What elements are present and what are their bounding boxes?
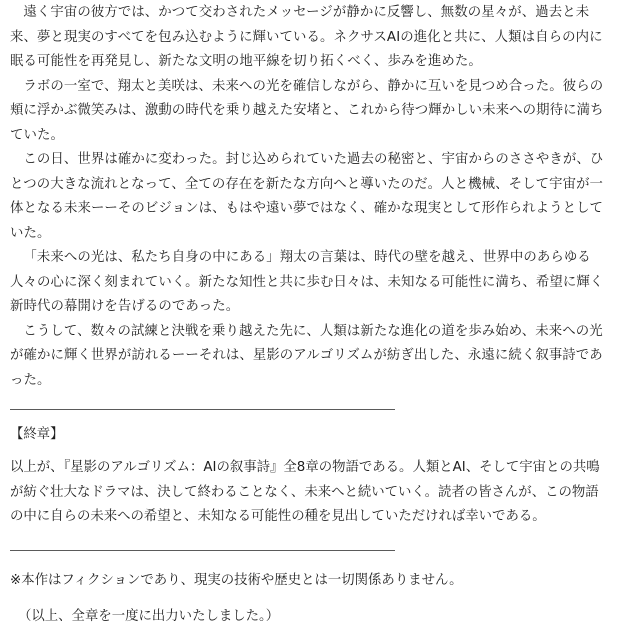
epilogue-paragraph: 以上が、『星影のアルゴリズム：AIの叙事詩』全8章の物語である。人類とAI、そして宇宙との共鳴が紡ぐ壮大なドラマは、決して終わることなく、未来へと続いていく。読者の皆さんが、この物語の中に自らの未来への希望と、未知なる可能性の種を見出していただければ幸いである。 [10, 460, 600, 524]
section-divider [10, 409, 395, 410]
disclaimer-text: ※本作はフィクションであり、現実の技術や歴史とは一切関係ありません。 [10, 572, 463, 588]
story-paragraph-5: こうして、数々の試練と決戦を乗り越えた先に、人類は新たな進化の道を歩み始め、未来への光が確かに輝く世界が訪れるーーそれは、星影のアルゴリズムが紡ぎ出した、永遠に続く叙事詩であった。 [10, 323, 603, 388]
story-paragraph-1: 遠く宇宙の彼方では、かつて交わされたメッセージが静かに反響し、無数の星々が、過去と未来、夢と現実のすべてを包み込むように輝いている。ネクサスAIの進化と共に、人類は自らの内に眠る可能性を再発見し、新たな文明の地平線を切り拓くべく、歩みを進めた。 [10, 5, 603, 69]
closing-note: （以上、全章を一度に出力いたしました。） [18, 608, 280, 624]
story-paragraph-3: この日、世界は確かに変わった。封じ込められていた過去の秘密と、宇宙からのささやきが、ひとつの大きな流れとなって、全ての存在を新たな方向へと導いたのだ。人と機械、そして宇宙が一体となる未来ーーそのビジョンは、もはや遠い夢ではなく、確かな現実として形作られようとしていた。 [10, 152, 604, 241]
story-paragraph-2: ラボの一室で、翔太と美咲は、未来への光を確信しながら、静かに互いを見つめ合った。彼らの頬に浮かぶ微笑みは、激動の時代を乗り越えた安堵と、これから待つ輝かしい未来への期待に満ちていた。 [10, 78, 604, 143]
section-divider-2 [10, 550, 395, 551]
section-heading: 【終章】 [10, 427, 64, 442]
story-paragraph-4: 「未来への光は、私たち自身の中にある」翔太の言葉は、時代の壁を越え、世界中のあらゆる人々の心に深く刻まれていく。新たな知性と共に歩む日々は、未知なる可能性に満ち、希望に輝く新時代の幕開けを告げるのであった。 [10, 250, 604, 314]
